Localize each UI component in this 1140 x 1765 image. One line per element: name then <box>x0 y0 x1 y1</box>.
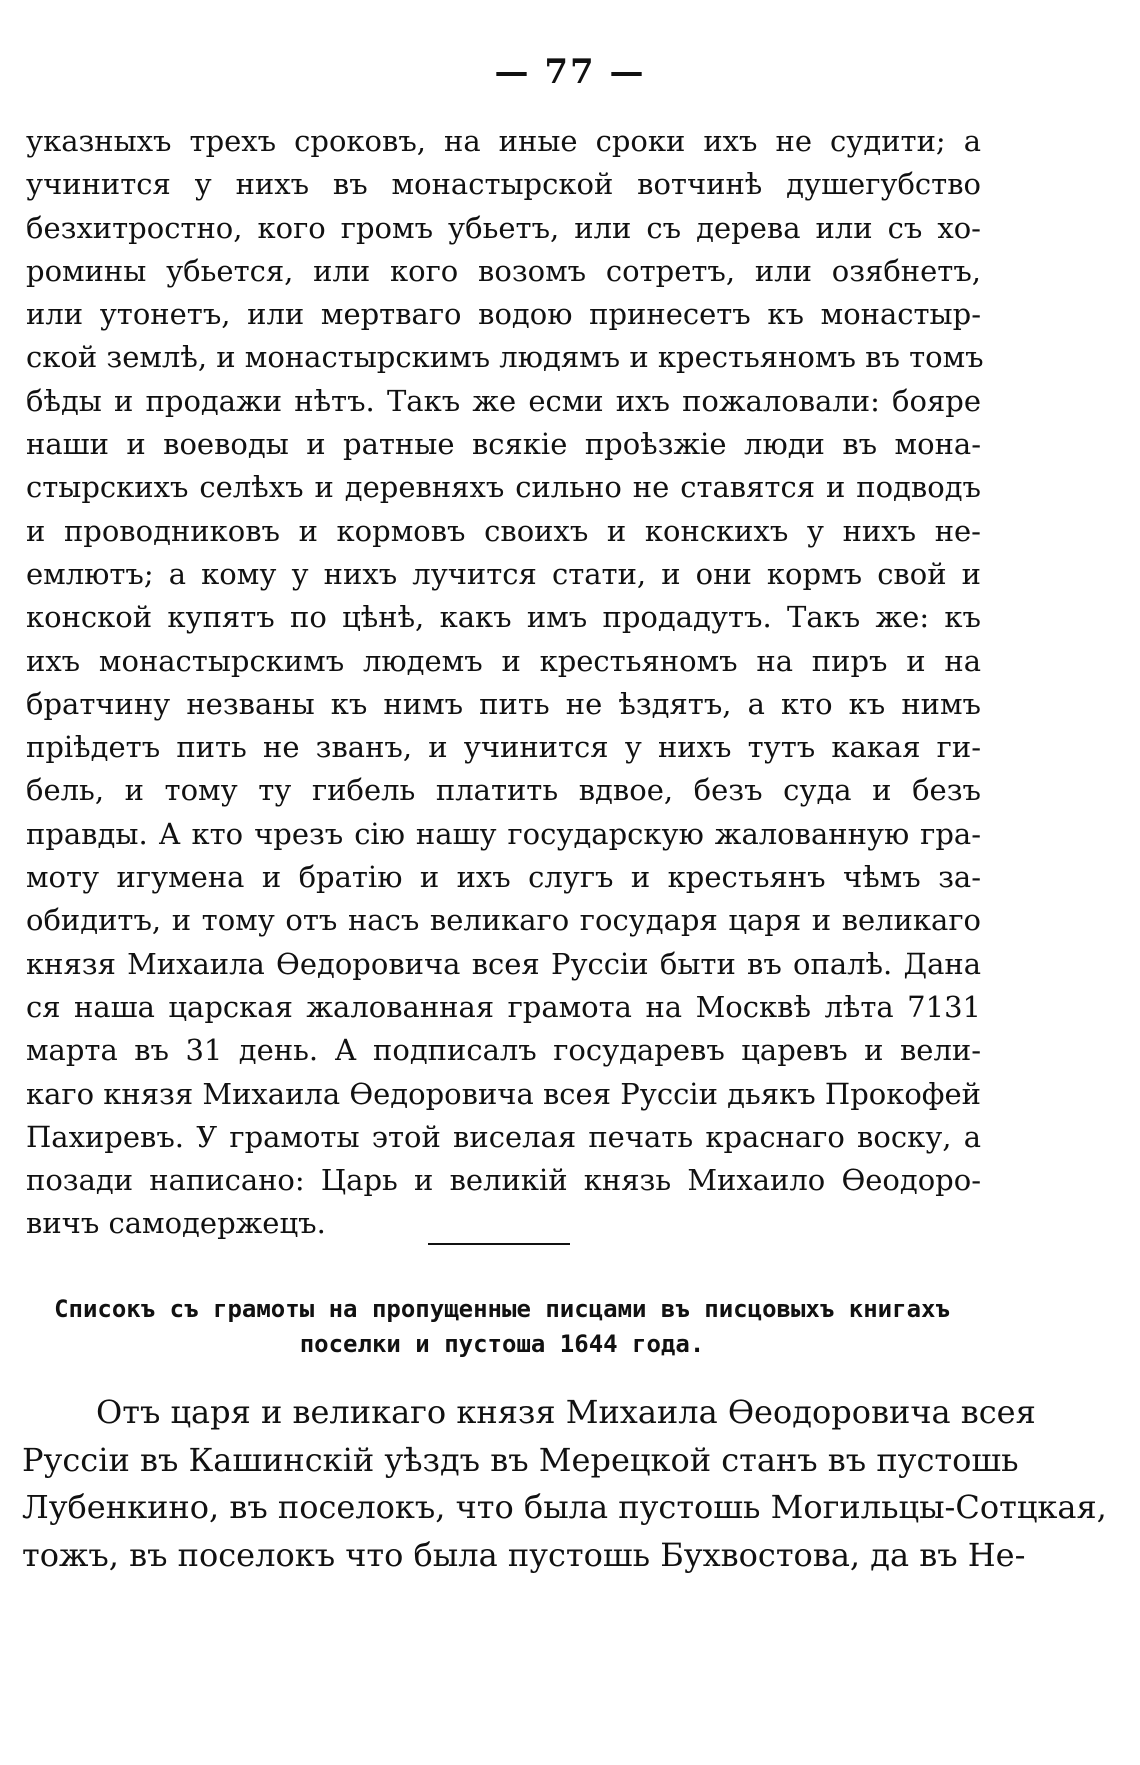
text-line: и проводниковъ и кормовъ своихъ и конскихъ у нихъ не- <box>26 513 981 548</box>
text-line: ской землѣ, и монастырскимъ людямъ и крестьяномъ въ томъ <box>26 340 984 375</box>
section-divider <box>428 1243 570 1245</box>
text-line: Отъ царя и великаго князя Михаила Ѳеодоровича всея <box>96 1393 1036 1431</box>
document-text <box>22 1389 1107 1579</box>
text-line: Пахиревъ. У грамоты этой виселая печать краснаго воску, а <box>26 1119 981 1154</box>
text-line: князя Михаила Ѳедоровича всея Руссіи быти въ опалѣ. Дана <box>26 946 981 981</box>
text-line: учинится у нихъ въ монастырской вотчинѣ душегубство <box>26 167 981 202</box>
text-line: ся наша царская жалованная грамота на Москвѣ лѣта 7131 <box>26 989 981 1024</box>
text-line: емлютъ; а кому у нихъ лучится стати, и они кормъ свой и <box>26 556 981 591</box>
text-line: тожъ, въ поселокъ что была пустошь Бухвостова, да въ Не- <box>22 1535 1026 1574</box>
page-number: — 77 — <box>494 52 646 92</box>
text-line: безхитростно, кого громъ убьетъ, или съ дерева или съ хо- <box>26 210 981 245</box>
section-heading <box>22 1292 982 1362</box>
text-line: указныхъ трехъ сроковъ, на иные сроки ихъ не судити; а <box>26 124 981 158</box>
text-line: ихъ монастырскимъ людемъ и крестьяномъ на пиръ и на <box>26 643 981 678</box>
text-line: конской купятъ по цѣнѣ, какъ имъ продадутъ. Такъ же: къ <box>26 600 981 635</box>
text-line: бель, и тому ту гибель платить вдвое, безъ суда и безъ <box>26 773 981 808</box>
text-line: ромины убьется, или кого возомъ сотретъ, или озябнетъ, <box>26 253 981 288</box>
text-line: моту игумена и братію и ихъ слугъ и крестьянъ чѣмъ за- <box>26 860 981 895</box>
text-line: каго князя Михаила Ѳедоровича всея Руссіи дьякъ Прокофей <box>26 1076 981 1111</box>
text-line: стырскихъ селѣхъ и деревняхъ сильно не ставятся и подводъ <box>26 470 981 505</box>
text-line: правды. А кто чрезъ сію нашу государскую жалованную гра- <box>26 816 981 851</box>
text-line: братчину незваны къ нимъ пить не ѣздятъ, а кто къ нимъ <box>26 686 981 721</box>
text-line: бѣды и продажи нѣтъ. Такъ же есми ихъ пожаловали: бояре <box>26 383 981 418</box>
text-line: наши и воеводы и ратные всякіе проѣзжіе люди въ мона- <box>26 427 981 462</box>
text-line: пріѣдетъ пить не званъ, и учинится у нихъ тутъ какая ги- <box>26 730 981 765</box>
heading-line: Списокъ съ грамоты на пропущенные писцами въ писцовыхъ книгахъ <box>54 1295 950 1323</box>
text-line: марта въ 31 день. А подписалъ государевъ царевъ и вели- <box>26 1033 981 1068</box>
text-line: Руссіи въ Кашинскій уѣздъ въ Мерецкой станъ въ пустошь <box>22 1440 1019 1479</box>
text-line: вичъ самодержецъ. <box>26 1206 326 1241</box>
text-line: обидитъ, и тому отъ насъ великаго государя царя и великаго <box>26 903 981 938</box>
text-line: или утонетъ, или мертваго водою принесетъ къ монастыр- <box>26 297 981 332</box>
charter-text <box>26 120 984 1246</box>
heading-line: поселки и пустоша 1644 года. <box>299 1330 705 1358</box>
text-line: Лубенкино, въ поселокъ, что была пустошь Могильцы-Сотцкая, <box>22 1488 1107 1526</box>
text-line: позади написано: Царь и великій князь Михаило Ѳеодоро- <box>26 1163 981 1198</box>
